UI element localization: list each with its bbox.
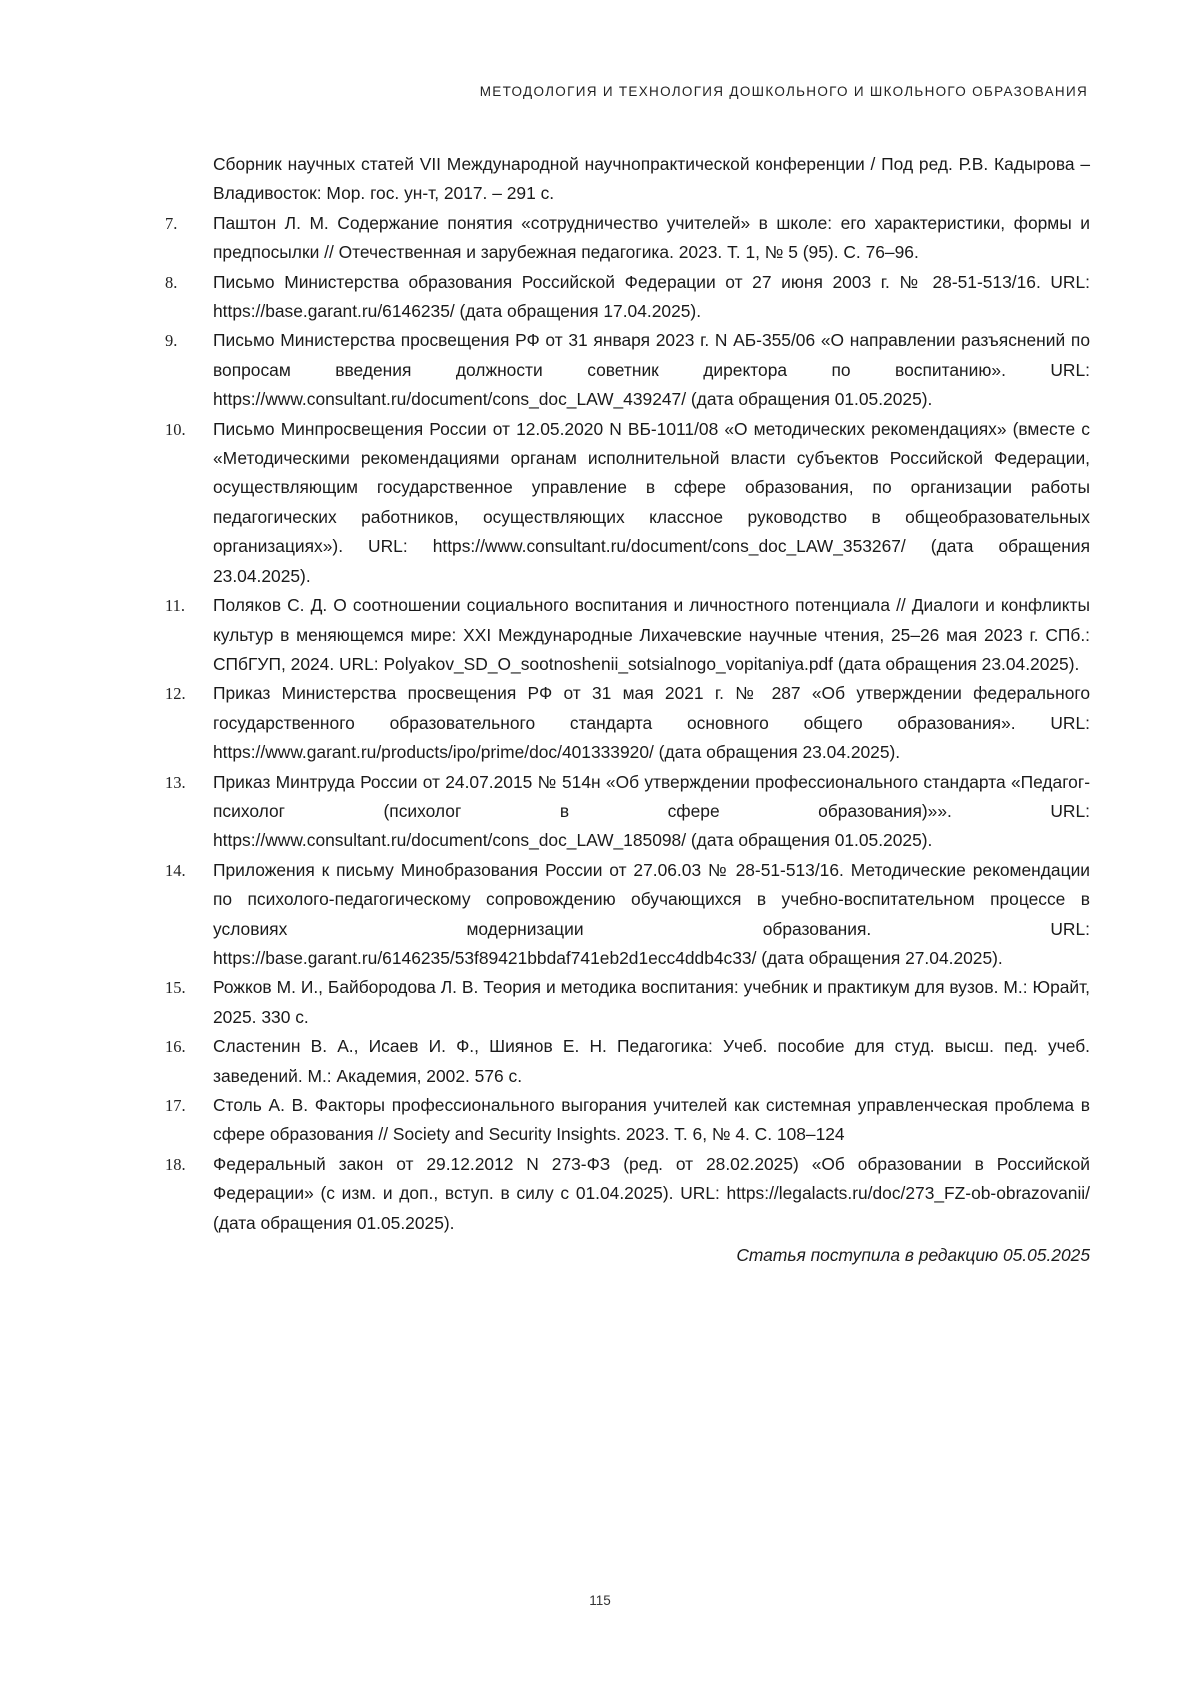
reference-number: 10. — [165, 419, 186, 439]
reference-number: 16. — [165, 1037, 186, 1057]
reference-text: Сластенин В. А., Исаев И. Ф., Шиянов Е. Н. Педагогика: Учеб. пособие для студ. высш. пед. учеб. заведений. М.: Академия, 2002. 576 с. — [213, 1036, 1090, 1086]
reference-number: 15. — [165, 978, 186, 998]
reference-text: Столь А. В. Факторы профессионального выгорания учителей как системная управленческая проблема в сфере образования // Society and Security Insights. 2023. Т. 6, № 4. С. 108–124 — [213, 1095, 1090, 1145]
reference-item — [165, 268, 1090, 327]
reference-number: 12. — [165, 684, 186, 704]
reference-text: Письмо Министерства образования Российской Федерации от 27 июня 2003 г. № 28-51-513/16. URL: https://base.garant.ru/6146235/ (дата обращения 17.04.2025). — [213, 271, 1090, 322]
reference-item — [165, 209, 1090, 268]
reference-number: 7. — [165, 213, 178, 233]
reference-number: 8. — [165, 272, 178, 292]
reference-text: Приложения к письму Минобразования России от 27.06.03 № 28-51-513/16. Методические рекомендации по психолого-педагогическому сопровождению обучающихся в учебно-воспитательном процессе в условиях модернизации образования. URL: https://base.garant.ru/6146235/53f89421bbdaf741eb2d1ecc4ddb4c33/ (дата обращения 27.04.2025). — [213, 859, 1090, 968]
reference-number: 14. — [165, 860, 186, 880]
reference-item — [165, 1150, 1090, 1238]
reference-text: Письмо Министерства просвещения РФ от 31 января 2023 г. N АБ-355/06 «О направлении разъяснений по вопросам введения должности советник директора по воспитанию». URL: https://www.consultant.ru/document/cons_doc_LAW_439247/ (дата обращения 01.05.2025). — [213, 330, 1090, 410]
reference-number: 9. — [165, 331, 178, 351]
reference-text: Приказ Минтруда России от 24.07.2015 № 514н «Об утверждении профессионального стандарта «Педагог-психолог (психолог в сфере образования)»». URL: https://www.consultant.ru/document/cons_doc_LAW_185098/ (дата обращения 01.05.2025). — [213, 771, 1090, 851]
reference-item — [165, 591, 1090, 679]
received-date-note: Статья поступила в редакцию 05.05.2025 — [736, 1245, 1090, 1266]
reference-number: 13. — [165, 772, 186, 792]
reference-item — [165, 1032, 1090, 1091]
reference-list — [165, 150, 1090, 1270]
reference-text: Сборник научных статей VII Международной научнопрактической конференции / Под ред. Р.В. Кадырова – Владивосток: Мор. гос. ун-т, 2017. – 291 с. — [213, 154, 1090, 204]
reference-number: 11. — [165, 596, 186, 616]
reference-item — [165, 1091, 1090, 1150]
reference-number: 18. — [165, 1154, 186, 1174]
reference-continuation — [165, 150, 1090, 209]
reference-text: Федеральный закон от 29.12.2012 N 273-ФЗ (ред. от 28.02.2025) «Об образовании в Российской Федерации» (с изм. и доп., вступ. в силу с 01.04.2025). URL: https://legalacts.ru/doc/273_FZ-ob-obrazovanii/ (дата обращения 01.05.2025). — [213, 1153, 1090, 1233]
reference-item — [165, 415, 1090, 591]
reference-text: Письмо Минпросвещения России от 12.05.2020 N ВБ-1011/08 «О методических рекомендациях» (вместе с «Методическими рекомендациями органам исполнительной власти субъектов Российской Федерации, осуществляющим государственное управление в сфере образования, по организации работы педагогических работников, осуществляющих классное руководство в общеобразовательных организациях»). URL: https://www.consultant.ru/document/cons_doc_LAW_353267/ (дата обращения 23.04.2025). — [213, 418, 1090, 586]
reference-text: Приказ Министерства просвещения РФ от 31 мая 2021 г. № 287 «Об утверждении федерального государственного образовательного стандарта основного общего образования». URL: https://www.garant.ru/products/ipo/prime/doc/401333920/ (дата обращения 23.04.2025). — [213, 683, 1090, 763]
reference-text: Рожков М. И., Байбородова Л. В. Теория и методика воспитания: учебник и практикум для вузов. М.: Юрайт, 2025. 330 с. — [213, 977, 1090, 1027]
reference-text: Поляков С. Д. О соотношении социального воспитания и личностного потенциала // Диалоги и конфликты культур в меняющемся мире: XXI Международные Лихачевские научные чтения, 25–26 мая 2023 г. СПб.: СПбГУП, 2024. URL: Polyakov_SD_O_sootnoshenii_sotsialnogo_vopitaniya.pdf (дата обращения 23.04.2025). — [213, 595, 1090, 674]
reference-number: 17. — [165, 1096, 186, 1115]
reference-item — [165, 973, 1090, 1032]
running-header: МЕТОДОЛОГИЯ И ТЕХНОЛОГИЯ ДОШКОЛЬНОГО И ШКОЛЬНОГО ОБРАЗОВАНИЯ — [479, 84, 1088, 99]
reference-text: Паштон Л. М. Содержание понятия «сотрудничество учителей» в школе: его характеристики, формы и предпосылки // Отечественная и зарубежная педагогика. 2023. Т. 1, № 5 (95). С. 76–96. — [213, 212, 1090, 263]
reference-item — [165, 768, 1090, 856]
reference-item — [165, 856, 1090, 974]
page-number: 115 — [589, 1593, 611, 1608]
reference-item — [165, 326, 1090, 414]
reference-item — [165, 679, 1090, 767]
